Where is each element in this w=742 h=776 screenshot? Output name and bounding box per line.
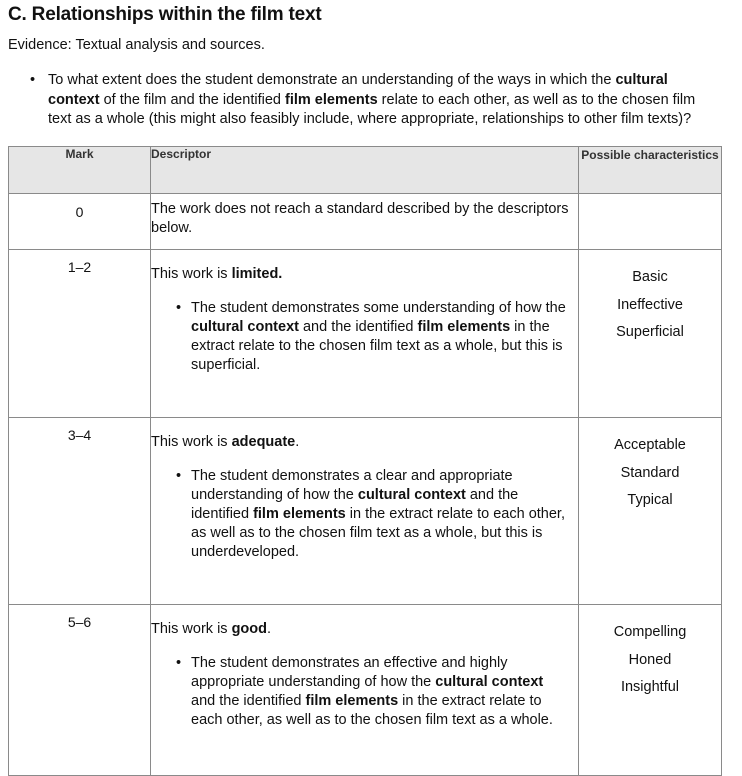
mark-cell: 1–2 — [9, 250, 151, 418]
characteristic: Basic — [632, 269, 668, 285]
table-row — [9, 605, 722, 776]
descriptor-cell — [151, 250, 579, 418]
evidence-line: Evidence: Textual analysis and sources. — [8, 37, 265, 53]
header-characteristics: Possible characteristics — [579, 147, 722, 194]
level-word: limited. — [231, 266, 283, 282]
descriptor-bullet: • The student demonstrates some understanding of how the cultural context and the identified film elements in the extract relate to the chosen film text as a whole, but this is superficial. — [176, 300, 566, 373]
characteristic: Acceptable — [614, 437, 686, 453]
keyword: film elements — [284, 91, 378, 108]
keyword: cultural context — [191, 319, 299, 335]
header-descriptor: Descriptor — [151, 147, 579, 194]
characteristic: Insightful — [620, 679, 680, 695]
level-statement: This work is adequate. — [151, 434, 300, 450]
table-row — [9, 418, 722, 605]
characteristic: Honed — [628, 651, 672, 668]
characteristic: Ineffective — [617, 296, 683, 313]
characteristic: Compelling — [613, 624, 687, 640]
characteristics-cell — [579, 194, 722, 250]
level-word: good — [231, 621, 268, 637]
keyword: film elements — [417, 319, 511, 335]
keyword: film elements — [305, 693, 399, 709]
header-row — [9, 147, 722, 194]
descriptor-cell: The work does not reach a standard described by the descriptors below. — [151, 194, 579, 250]
mark-cell: 0 — [9, 194, 151, 250]
characteristic: Typical — [627, 492, 673, 508]
section-heading: C. Relationships within the film text — [8, 4, 322, 25]
bullet-marker: • — [176, 655, 182, 671]
characteristics-cell — [579, 605, 722, 776]
mark-cell: 3–4 — [9, 418, 151, 605]
bullet-marker: • — [176, 300, 182, 316]
guiding-question — [30, 71, 720, 130]
keyword: cultural context — [435, 674, 544, 690]
bullet-marker: • — [30, 72, 36, 88]
mark-cell: 5–6 — [9, 605, 151, 776]
keyword: cultural context — [357, 487, 466, 503]
descriptor-bullet: • The student demonstrates an effective and highly appropriate understanding of how the cultural context and the identified film elements in the extract relate to each other, as well as to the chosen film text as a whole. — [176, 655, 553, 728]
keyword: film elements — [253, 506, 346, 522]
bullet-marker: • — [176, 468, 182, 484]
rubric-table — [8, 146, 722, 776]
descriptor-cell — [151, 418, 579, 605]
level-word: adequate — [231, 434, 296, 450]
characteristics-cell — [579, 250, 722, 418]
level-statement: This work is limited. — [151, 266, 283, 282]
characteristic: Standard — [620, 464, 680, 481]
level-statement: This work is good. — [151, 621, 272, 637]
keyword: cultural context — [48, 72, 668, 108]
table-row — [9, 250, 722, 418]
header-mark: Mark — [9, 147, 151, 194]
descriptor-bullet: • The student demonstrates a clear and appropriate understanding of how the cultural context and the identified film elements in the extract relate to each other, as well as to the chosen film text as a whole, but this is underdeveloped. — [176, 468, 565, 560]
table-row — [9, 194, 722, 250]
characteristic: Superficial — [616, 324, 684, 340]
characteristics-cell — [579, 418, 722, 605]
question-text: To what extent does the student demonstrate an understanding of the ways in which the cultural context of the film and the identified film elements relate to each other, as well as to the chosen film text as a whole (this might also feasibly include, where appropriate, relationships to other film texts)? — [48, 72, 696, 127]
descriptor-cell — [151, 605, 579, 776]
